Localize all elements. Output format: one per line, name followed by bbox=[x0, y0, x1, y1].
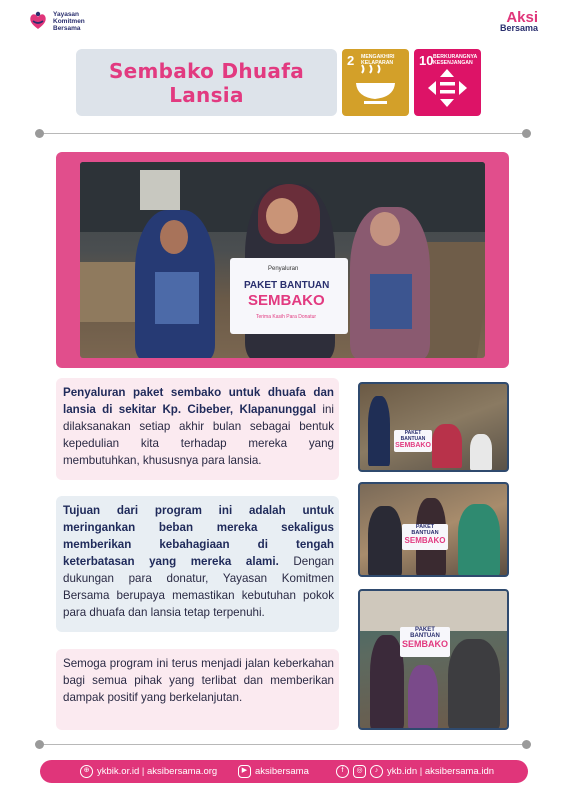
mini-sign bbox=[400, 627, 450, 657]
mini-sign-line1: PAKET BANTUAN bbox=[410, 627, 440, 639]
footer-websites[interactable] bbox=[80, 765, 217, 778]
paragraph-2-text: Dengan dukungan para donatur, Yayasan Komitmen Bersama berupaya memastikan kebutuhan pokok para dhuafa dan lansia tetap terpenuhi. bbox=[63, 555, 334, 619]
main-photo-frame bbox=[56, 152, 509, 368]
equality-icon bbox=[414, 49, 481, 116]
org-logo-line: Yayasan bbox=[53, 10, 80, 18]
mini-sign-line2: SEMBAKO bbox=[404, 536, 446, 545]
sign-top-label: Penyaluran bbox=[268, 266, 299, 272]
side-photo-2 bbox=[358, 482, 509, 577]
heart-hands-icon bbox=[27, 10, 49, 32]
side-photo-1 bbox=[358, 382, 509, 472]
brand-logo-line1: Aksi bbox=[506, 9, 538, 26]
sdg-goal-number: 2 bbox=[347, 53, 355, 68]
paragraph-3 bbox=[56, 649, 339, 730]
divider-dot bbox=[35, 129, 44, 138]
divider-bottom bbox=[39, 744, 527, 745]
page-title-line1: Sembako Dhuafa bbox=[108, 58, 305, 83]
footer-websites-text: ykbik.or.id | aksibersama.org bbox=[97, 766, 218, 777]
footer-bar bbox=[40, 760, 528, 783]
mini-sign-line2: SEMBAKO bbox=[395, 442, 431, 449]
footer-social-text: ykb.idn | aksibersama.idn bbox=[387, 766, 495, 777]
page-title bbox=[76, 49, 337, 116]
mini-sign-line1: PAKET BANTUAN bbox=[400, 430, 426, 442]
paragraph-3-text: Semoga program ini terus menjadi jalan keberkahan bagi semua pihak yang terlibat dan memberikan dampak positif yang berkelanjutan. bbox=[63, 657, 334, 704]
bowl-icon bbox=[342, 49, 409, 116]
footer-social[interactable] bbox=[336, 765, 494, 778]
mini-sign-line1: PAKET BANTUAN bbox=[411, 524, 439, 536]
divider-dot bbox=[522, 129, 531, 138]
footer-youtube-text: aksibersama bbox=[255, 766, 309, 777]
brand-logo-line2: Bersama bbox=[499, 23, 538, 33]
mini-sign-line2: SEMBAKO bbox=[401, 639, 448, 649]
paragraph-2-bold: Tujuan dari program ini adalah untuk meringankan beban mereka sekaligus memberikan kebahagiaan di tengah keterbatasan yang mereka alami. bbox=[63, 504, 334, 568]
tiktok-icon: ♪ bbox=[370, 765, 383, 778]
side-photo-3 bbox=[358, 589, 509, 730]
org-logo bbox=[27, 10, 85, 32]
footer-youtube[interactable] bbox=[238, 765, 309, 778]
divider-top bbox=[39, 133, 527, 134]
divider-dot bbox=[522, 740, 531, 749]
sdg-goal-10-badge bbox=[414, 49, 481, 116]
sign-line1: PAKET BANTUAN bbox=[244, 280, 330, 291]
page-title-line2: Lansia bbox=[169, 82, 244, 107]
org-logo-line: Bersama bbox=[53, 24, 81, 32]
sign-thanks: Terima Kasih Para Donatur bbox=[256, 314, 317, 320]
sdg-goal-2-badge bbox=[342, 49, 409, 116]
facebook-icon: f bbox=[336, 765, 349, 778]
mini-sign bbox=[402, 524, 448, 550]
sign-line2: SEMBAKO bbox=[248, 292, 325, 309]
globe-icon: ⊕ bbox=[80, 765, 93, 778]
paragraph-1-text: ini dilaksanakan setiap akhir bulan sebagai bentuk kepedulian kita terhadap mereka yang membutuhkan, khususnya para lansia. bbox=[63, 403, 335, 467]
paragraph-1-bold: Penyaluran paket sembako untuk dhuafa dan lansia di sekitar Kp. Cibeber, Klapanunggal bbox=[63, 386, 334, 416]
paragraph-1 bbox=[56, 378, 339, 480]
org-logo-line: Komitmen bbox=[53, 17, 85, 25]
sdg-goal-number: 10 bbox=[419, 53, 434, 68]
paragraph-2 bbox=[56, 496, 339, 632]
instagram-icon: ◎ bbox=[353, 765, 366, 778]
sdg-goal-caption: MENGAKHIRI KELAPARAN bbox=[361, 54, 395, 66]
sdg-goal-caption: BERKURANGNYA KESENJANGAN bbox=[433, 54, 478, 66]
youtube-icon: ▶ bbox=[238, 765, 251, 778]
divider-dot bbox=[35, 740, 44, 749]
donation-sign bbox=[230, 258, 348, 334]
mini-sign bbox=[394, 430, 432, 452]
main-photo bbox=[80, 162, 485, 358]
brand-logo bbox=[499, 9, 538, 34]
